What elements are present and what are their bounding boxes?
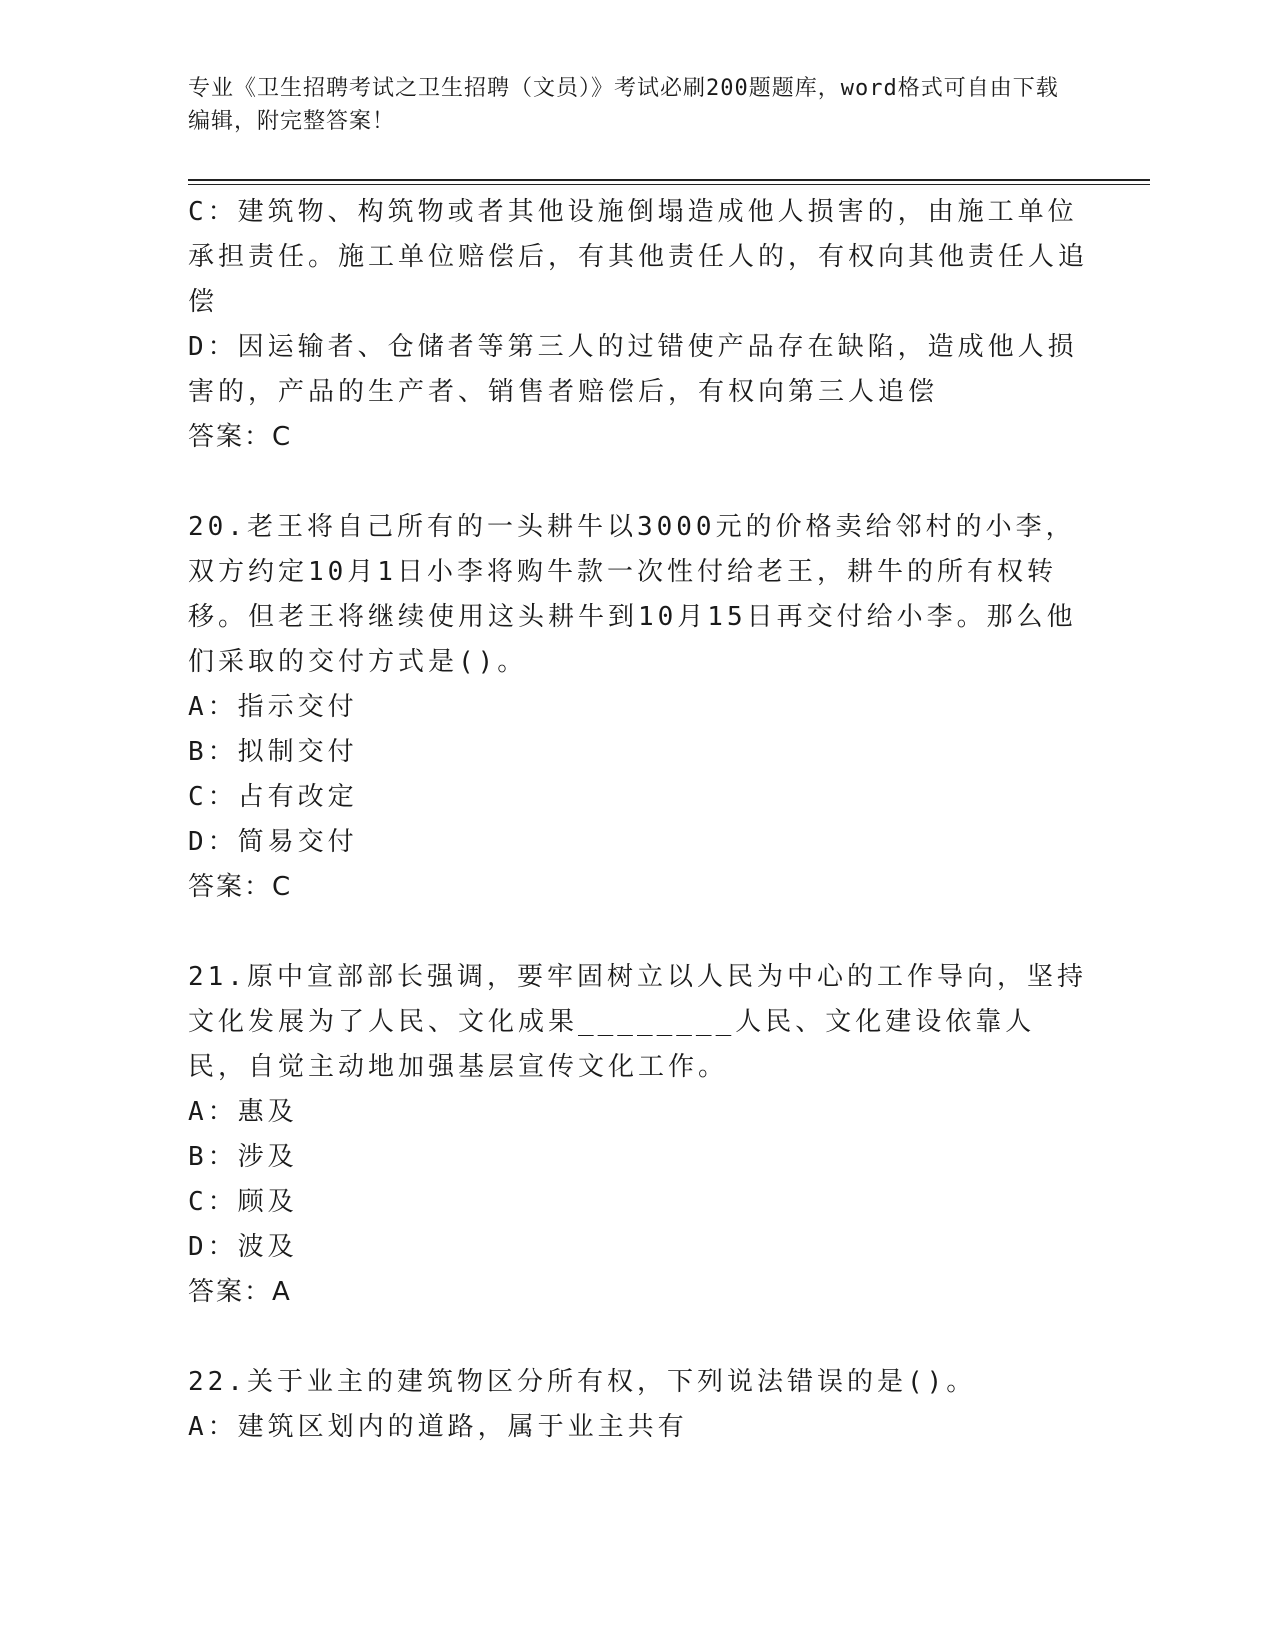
question-20-option-a: A：指示交付 [188, 692, 358, 722]
question-21-answer: 答案：A [188, 1277, 292, 1307]
question-21-option-a: A：惠及 [188, 1097, 298, 1127]
answer-line: 答案：C [188, 422, 293, 452]
option-d: D：因运输者、仓储者等第三人的过错使产品存在缺陷，造成他人损害的，产品的生产者、销售者赔偿后，有权向第三人追偿 [188, 332, 1078, 407]
header-rule-thick [188, 179, 1150, 181]
spacer [188, 460, 1088, 505]
question-22-stem: 22.关于业主的建筑物区分所有权，下列说法错误的是()。 [188, 1367, 977, 1397]
question-21-option-b: B：涉及 [188, 1142, 298, 1172]
question-21-option-d: D：波及 [188, 1232, 298, 1262]
document-page [188, 0, 1148, 1650]
spacer [188, 1315, 1088, 1360]
question-21-stem: 21.原中宣部部长强调，要牢固树立以人民为中心的工作导向，坚持文化发展为了人民、文化成果________人民、文化建设依靠人民，自觉主动地加强基层宣传文化工作。 [188, 962, 1087, 1082]
question-20-answer: 答案：C [188, 872, 293, 902]
option-c: C：建筑物、构筑物或者其他设施倒塌造成他人损害的，由施工单位承担责任。施工单位赔偿后，有其他责任人的，有权向其他责任人追偿 [188, 197, 1089, 317]
question-20-option-d: D：简易交付 [188, 827, 358, 857]
header-rule-thin [188, 184, 1150, 185]
spacer [188, 910, 1088, 955]
question-21-option-c: C：顾及 [188, 1187, 298, 1217]
question-20-stem: 20.老王将自己所有的一头耕牛以3000元的价格卖给邻村的小李，双方约定10月1日小李将购牛款一次性付给老王，耕牛的所有权转移。但老王将继续使用这头耕牛到10月15日再交付给小李。那么他们采取的交付方式是()。 [188, 512, 1077, 677]
document-header: 专业《卫生招聘考试之卫生招聘（文员）》考试必刷200题题库，word格式可自由下载编辑，附完整答案！ [188, 76, 1059, 134]
question-20-option-c: C：占有改定 [188, 782, 358, 812]
document-content [188, 190, 1088, 1450]
question-22-option-a: A：建筑区划内的道路，属于业主共有 [188, 1412, 688, 1442]
question-20-option-b: B：拟制交付 [188, 737, 358, 767]
